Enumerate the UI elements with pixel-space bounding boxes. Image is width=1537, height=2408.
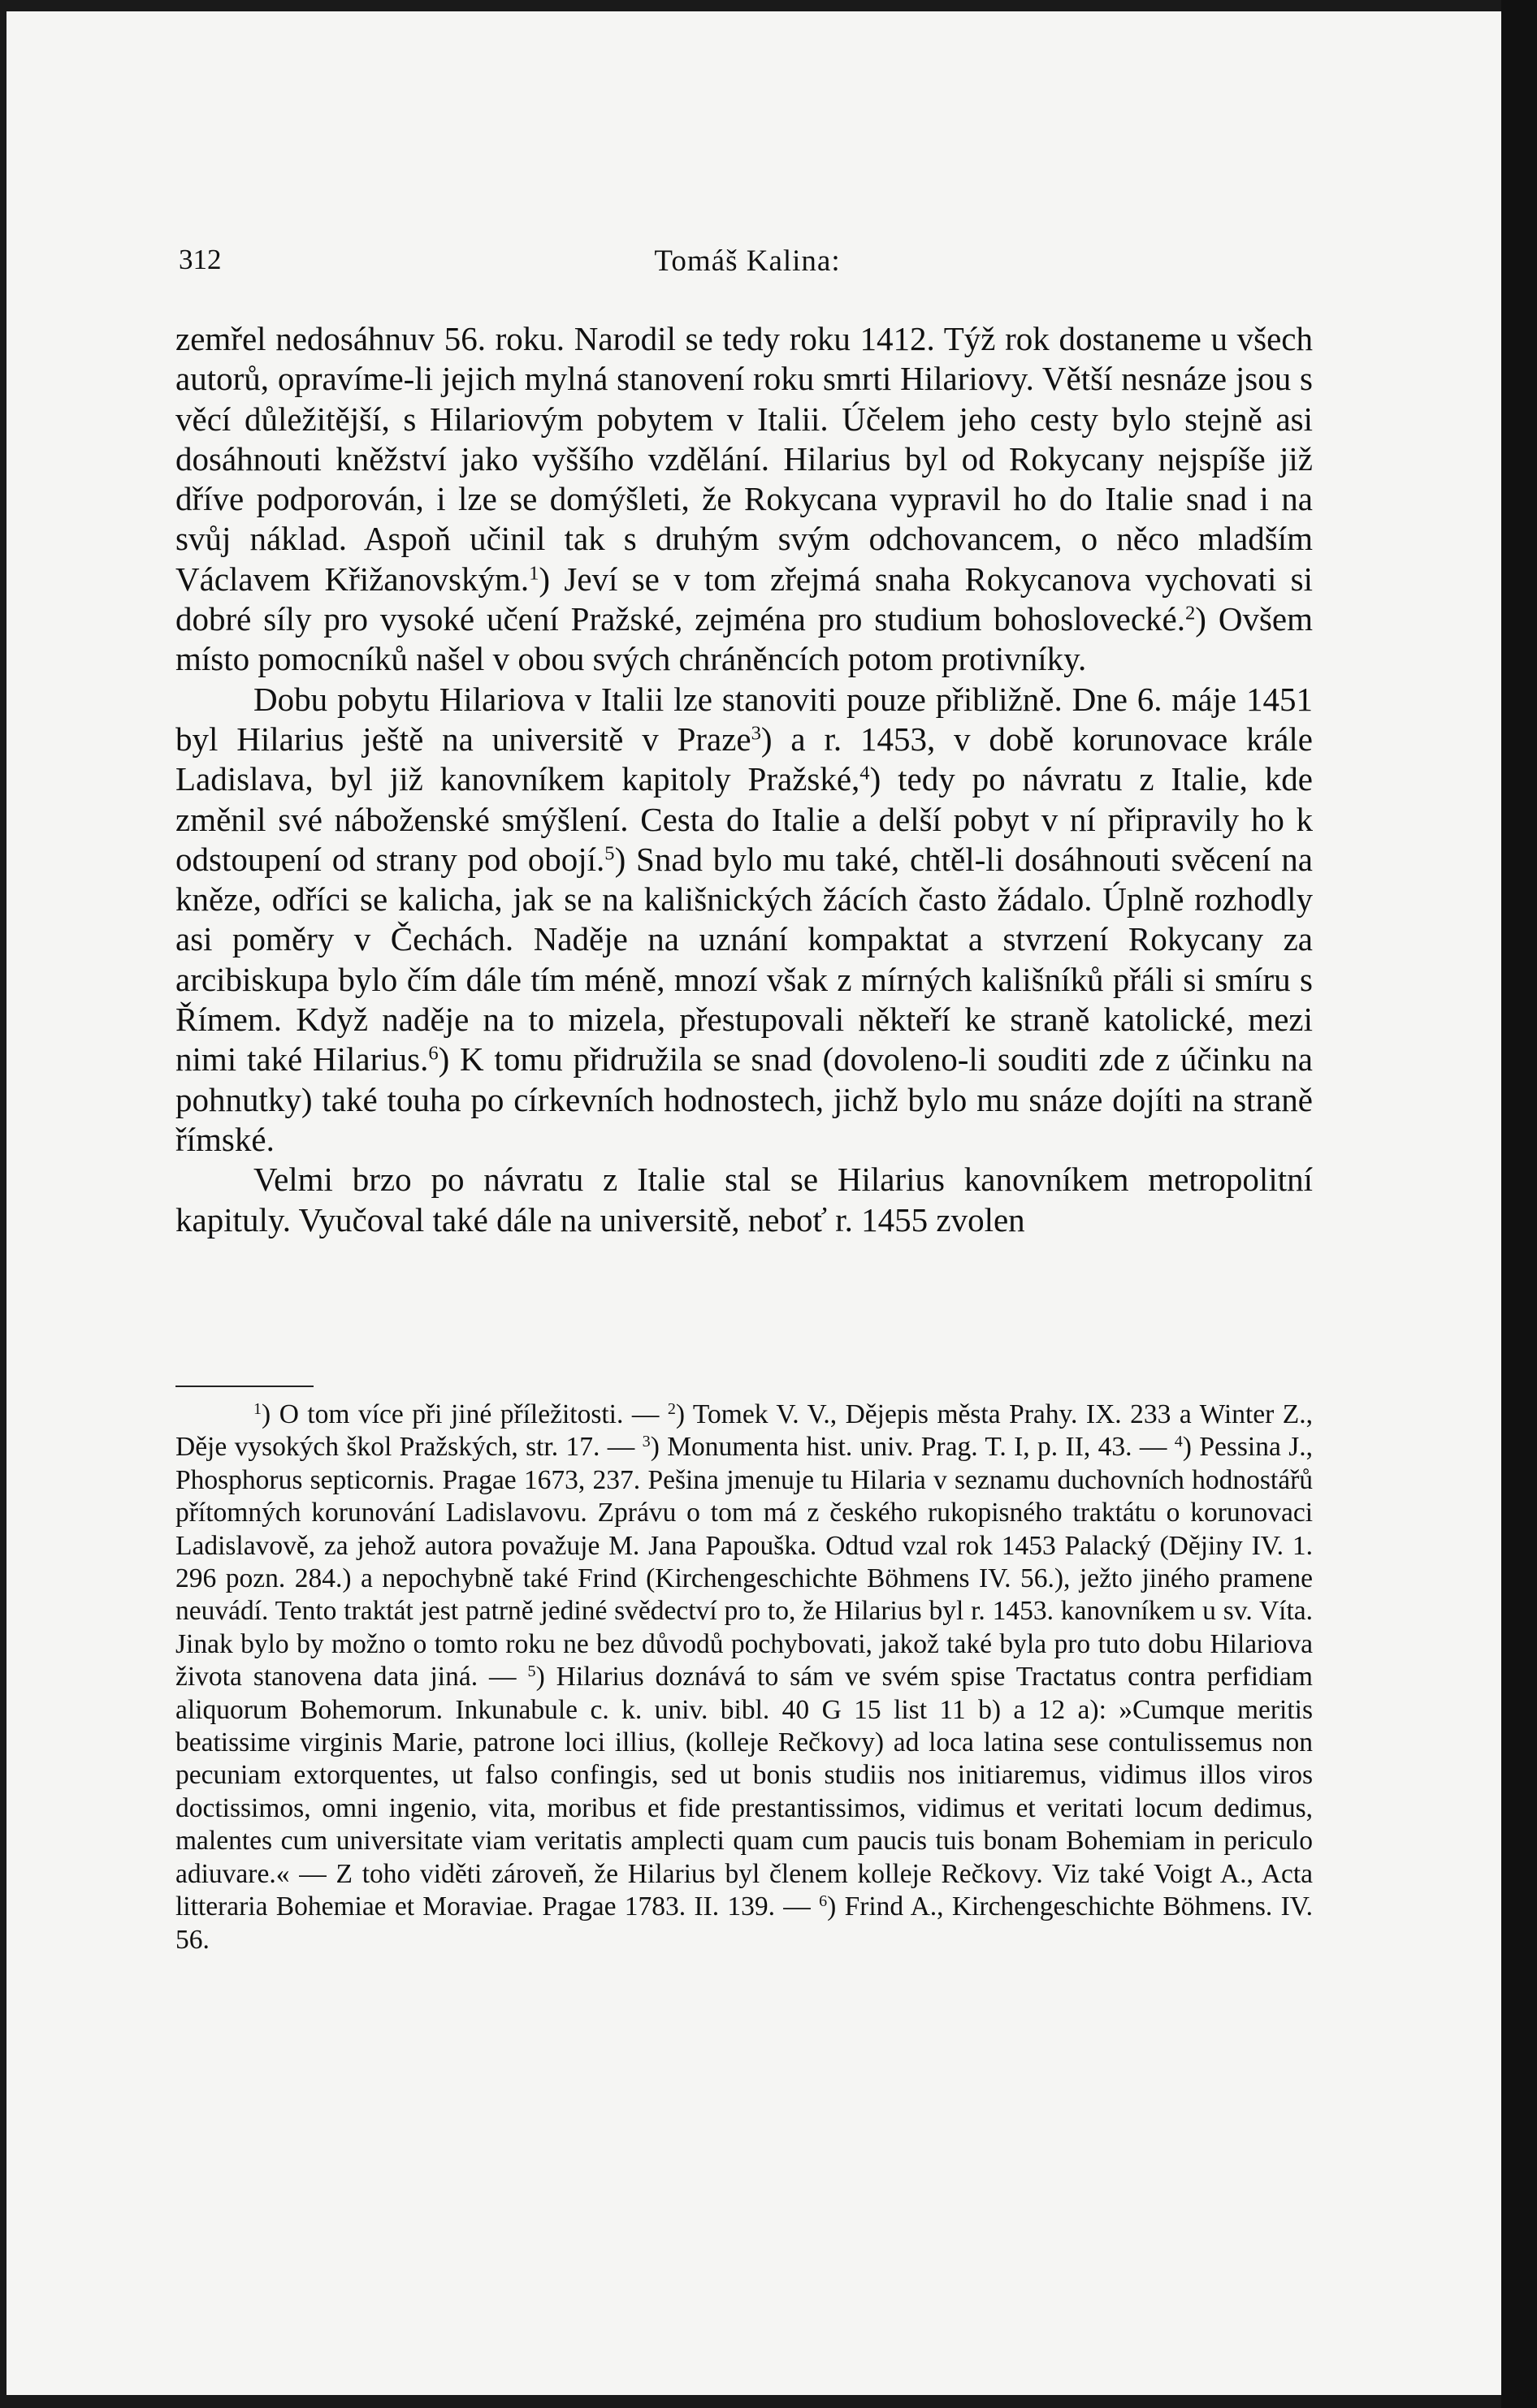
footnote-number: 6 <box>819 1892 828 1911</box>
footnote-number: 4 <box>1174 1433 1183 1451</box>
footnote-text: ) Frind A., Kirchengeschichte Böhmens. IV. 56. <box>175 1891 1314 1955</box>
footnote-text: ) Tomek V. V., Dějepis města Prahy. IX. 233 a Winter Z., Děje vysokých škol Pražských, str. 17. — <box>175 1399 1313 1463</box>
text-run: Dobu pobytu Hilariova v Italii lze stanoviti pouze přibližně. Dne 6. máje 1451 byl Hilarius ještě na universitě v Praze <box>175 680 1313 758</box>
text-run: ) K tomu přidružila se snad (dovoleno-li souditi zde z účinku na pohnutky) také touha po církevních hodnostech, jichž bylo mu snáze dojíti na straně římské. <box>175 1040 1313 1158</box>
footnote-text: ) O tom více při jiné příležitosti. — <box>262 1399 668 1429</box>
footnote-ref: 6 <box>428 1042 439 1065</box>
footnote-number: 3 <box>642 1433 651 1451</box>
text-run: ) Jeví se v tom zřejmá snaha Rokycanova vychovati si dobré síly pro vysoké učení Pražské, zejména pro studium bohoslovecké. <box>175 560 1314 638</box>
footnote-separator <box>175 1386 314 1387</box>
footnote-block <box>175 1399 1313 1956</box>
footnote-number: 2 <box>667 1399 676 1418</box>
text-run: ) tedy po návratu z Italie, kde změnil své náboženské smýšlení. Cesta do Italie a delší pobyt v ní připravily ho k odstoupení od strany pod obojí. <box>175 760 1313 878</box>
text-run: zemřel nedosáhnuv 56. roku. Narodil se tedy roku 1412. Týž rok dostaneme u všech autorů, opravíme-li jejich mylná stanovení roku smrti Hilariovy. Větší nesnáze jsou s věcí důležitější, s Hilariovým pobytem v Italii. Účelem jeho cesty bylo stejně asi dosáhnouti kněžství jako vyššího vzdělání. Hilarius byl od Rokycany nejspíše již dříve podporován, i lze se domýšleti, že Rokycana vypravil ho do Italie snad i na svůj náklad. Aspoň učinil tak s druhým svým odchovancem, o něco mladším Václavem Křižanovským. <box>175 320 1313 598</box>
running-title: Tomáš Kalina: <box>654 244 841 278</box>
scan-border <box>1501 0 1537 2408</box>
paragraph-1 <box>175 319 1313 680</box>
text-run: ) Snad bylo mu také, chtěl-li dosáhnouti svěcení na kněze, odříci se kalicha, jak se na kališnických žácích často žádalo. Úplně rozhodly asi poměry v Čechách. Naděje na uznání kompaktat a stvrzení Rokycany za arcibiskupa bylo čím dále tím méně, mnozí však z mírných kališníků přáli si smíru s Římem. Když naděje na to mizela, přestupovali někteří ke straně katolické, mezi nimi také Hilarius. <box>175 840 1313 1079</box>
footnote-number: 5 <box>527 1662 536 1681</box>
footnote-text: ) Pessina J., Phosphorus septicornis. Pragae 1673, 237. Pešina jmenuje tu Hilaria v seznamu duchovních hodnostářů přítomných korunování Ladislavovu. Zprávu o tom má z českého rukopisného traktátu o korunovaci Ladislavově, za jehož autora považuje M. Jana Papouška. Odtud vzal rok 1453 Palacký (Dějiny IV. 1. 296 pozn. 284.) a nepochybně také Frind (Kirchengeschichte Böhmens IV. 56.), ježto jiného pramene neuvádí. Tento traktát jest patrně jediné svědectví pro to, že Hilarius byl r. 1453. kanovníkem u sv. Víta. Jinak bylo by možno o tomto roku ne bez důvodů pochybovati, jakož také byla pro tuto dobu Hilariova života stanovena data jiná. — <box>175 1432 1313 1693</box>
page-number: 312 <box>179 244 222 275</box>
footnote-ref: 3 <box>751 722 761 745</box>
footnote-text: ) Monumenta hist. univ. Prag. T. I, p. II, 43. — <box>650 1432 1175 1463</box>
text-run: ) Ovšem místo pomocníků našel v obou svých chráněncích potom protivníky. <box>175 600 1313 678</box>
text-run: ) a r. 1453, v době korunovace krále Ladislava, byl již kanovníkem kapitoly Pražské, <box>175 720 1313 798</box>
text-run: Velmi brzo po návratu z Italie stal se Hilarius kanovníkem metropolitní kapituly. Vyučoval také dále na universitě, neboť r. 1455 zvolen <box>175 1161 1313 1239</box>
footnote-ref: 2 <box>1185 602 1196 625</box>
main-text <box>175 319 1313 1240</box>
footnote-ref: 1 <box>529 562 539 585</box>
footnote-text: ) Hilarius doznává to sám ve svém spise Tractatus contra perfidiam aliquorum Bohemorum. Inkunabule c. k. univ. bibl. 40 G 15 list 11 b) a 12 a): »Cumque meritis beatissime virginis Marie, patrone loci illius, (kolleje Rečkovy) ad loca latina sese contulissemus non pecuniam extorquentes, ut falso confingis, sed ut bonis studiis nos initiaremus, vidimus illos viros doctissimos, omni ingenio, vita, moribus et fide prestantissimos, vidimus et veritati locum dedimus, malentes cum universitate viam veritatis amplecti quam cum paucis tuis bonam Bohemiam in periculo adiuvare.« — Z toho viděti zároveň, že Hilarius byl členem kolleje Rečkovy. Viz také Voigt A., Acta litteraria Bohemiae et Moraviae. Pragae 1783. II. 139. — <box>175 1662 1313 1922</box>
footnote-number: 1 <box>253 1399 262 1418</box>
paragraph-3 <box>175 1160 1313 1240</box>
paragraph-2 <box>175 680 1313 1161</box>
footnotes <box>175 1399 1313 1956</box>
footnote-ref: 5 <box>604 842 615 865</box>
footnote-ref: 4 <box>859 762 870 785</box>
page-header <box>179 244 1316 292</box>
